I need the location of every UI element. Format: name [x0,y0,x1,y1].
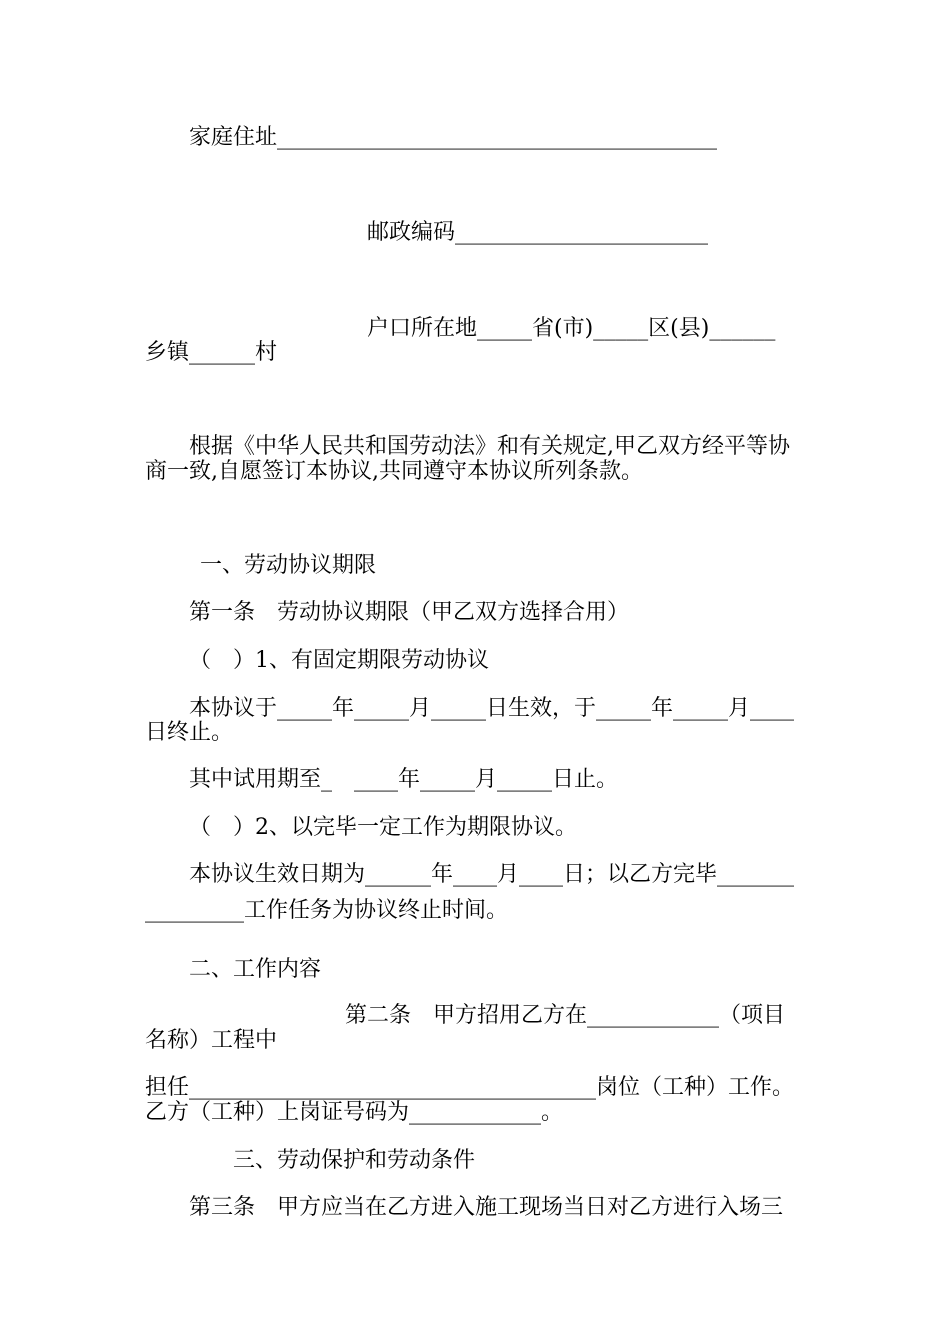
probation-line: 其中试用期至_ ____年_____月_____日止。 [189,767,619,792]
postal-code-line: 邮政编码_______________________ [367,220,709,245]
section-1-heading: 一、劳动协议期限 [200,553,377,578]
home-address-line: 家庭住址________________________________________ [189,125,718,150]
option-1-dates-line-1: 本协议于_____年_____月_____日生效，于_____年_____月____ [189,696,795,721]
preamble-line-1: 根据《中华人民共和国劳动法》和有关规定,甲乙双方经平等协 [189,434,790,459]
article-2-line-2: 名称）工程中 [145,1028,278,1053]
article-2-certificate-line: 乙方（工种）上岗证号码为____________。 [145,1100,564,1125]
household-registration-line: 户口所在地_____省(市)_____区(县)______ [367,316,776,341]
option-2-dates-line-2: _________工作任务为协议终止时间。 [145,898,509,923]
article-2-line-1: 第二条 甲方招用乙方在____________（项目 [345,1003,786,1028]
section-3-heading: 三、劳动保护和劳动条件 [233,1148,476,1173]
article-2-position-line: 担任_____________________________________岗位（工种）工作。 [145,1075,795,1100]
section-2-heading: 二、工作内容 [189,957,322,982]
household-registration-line-cont: 乡镇______村 [145,340,278,365]
article-3-line-1: 第三条 甲方应当在乙方进入施工现场当日对乙方进行入场三 [189,1195,784,1220]
article-1-title: 第一条 劳动协议期限（甲乙双方选择合用） [189,600,630,625]
option-2: （ ）2、以完毕一定工作为期限协议。 [189,815,577,840]
option-2-dates-line-1: 本协议生效日期为______年____月____日；以乙方完毕_______ [189,862,795,887]
option-1: （ ）1、有固定期限劳动协议 [189,648,489,673]
option-1-dates-line-2: 日终止。 [145,720,234,745]
preamble-line-2: 商一致,自愿签订本协议,共同遵守本协议所列条款。 [145,459,643,484]
